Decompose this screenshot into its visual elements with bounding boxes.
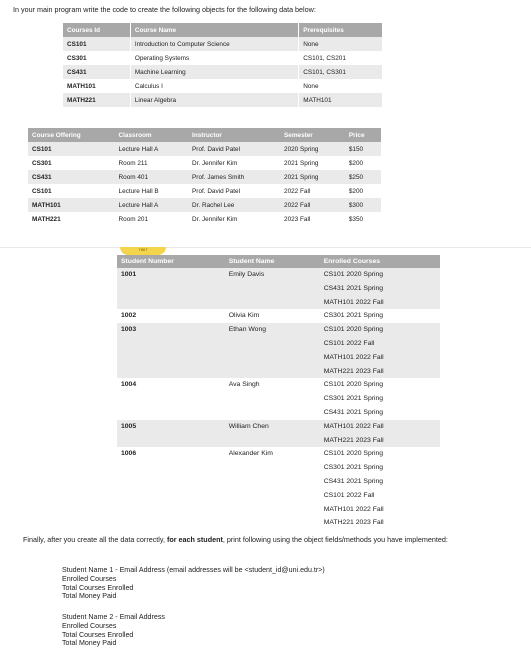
enrolled-course: MATH221 2023 Fall (323, 436, 384, 444)
student-number: 1004 (117, 378, 225, 419)
offerings-row (28, 156, 381, 170)
offerings-cell: Prof. David Patel (188, 184, 280, 198)
student-name: Alexander Kim (225, 447, 320, 530)
student-name: Emily Davis (225, 268, 320, 309)
enrolled-course: CS431 2021 Spring (323, 477, 384, 485)
student-name: William Chen (225, 420, 320, 448)
enrolled-course: MATH101 2022 Fall (323, 422, 384, 430)
final-instructions (23, 533, 513, 546)
courses-row (63, 37, 383, 51)
output-format-line: Student Name 1 - Email Address (email addresses will be <student_id@uni.edu.tr>) (62, 566, 325, 574)
courses-cell: None (299, 37, 383, 51)
final-text-bold: for each student (166, 535, 223, 544)
output-format-line: Enrolled Courses (62, 621, 117, 630)
output-format-line: Total Money Paid (62, 639, 117, 648)
enrolled-course: CS301 2021 Spring (323, 312, 384, 320)
enrolled-course: MATH101 2022 Fall (323, 298, 384, 306)
offerings-cell: Dr. Rachel Lee (188, 198, 280, 212)
enrolled-course: CS431 2021 Spring (323, 408, 384, 416)
offerings-cell: $350 (345, 212, 381, 226)
offerings-cell: 2021 Spring (280, 170, 345, 184)
offerings-header-cell: Semester (280, 128, 345, 142)
students-header-row (117, 255, 440, 268)
courses-row (63, 65, 383, 79)
offerings-cell: Room 211 (115, 156, 189, 170)
offerings-cell: MATH221 (28, 212, 115, 226)
student-row (117, 309, 440, 323)
offerings-cell: $200 (345, 184, 381, 198)
students-header-cell: Student Number (117, 255, 225, 268)
intro-text: In your main program write the code to create the following objects for the following data below: (13, 5, 316, 14)
final-text-before: Finally, after you create all the data correctly, (23, 535, 167, 544)
student-number: 1002 (117, 309, 225, 323)
offerings-cell: Room 201 (115, 212, 189, 226)
student-number: 1001 (117, 268, 225, 309)
offerings-cell: CS301 (28, 156, 115, 170)
student-name: Olivia Kim (225, 309, 320, 323)
courses-table (63, 23, 383, 107)
output-format-line: Student Name 2 - Email Address (62, 613, 165, 621)
offerings-cell: Prof. James Smith (188, 170, 280, 184)
courses-cell: Calculus I (130, 79, 298, 93)
offerings-cell: CS431 (28, 170, 115, 184)
offerings-cell: 2022 Fall (280, 184, 345, 198)
output-format-block-1 (62, 566, 325, 601)
output-format-line: Enrolled Courses (62, 574, 117, 583)
offerings-row (28, 170, 381, 184)
offerings-header-cell: Course Offering (28, 128, 115, 142)
offerings-cell: CS101 (28, 184, 115, 198)
offerings-cell: CS101 (28, 142, 115, 156)
offerings-cell: Lecture Hall A (115, 198, 189, 212)
courses-cell: Introduction to Computer Science (130, 37, 298, 51)
courses-header-cell: Prerequisites (299, 23, 383, 37)
enrolled-course: CS101 2020 Spring (323, 381, 384, 389)
offerings-cell: $200 (345, 156, 381, 170)
offerings-cell: 2020 Spring (280, 142, 345, 156)
enrolled-courses-cell (320, 420, 440, 448)
offerings-cell: $250 (345, 170, 381, 184)
offerings-cell: Lecture Hall B (115, 184, 189, 198)
student-row (117, 378, 440, 419)
offerings-header-cell: Price (345, 128, 381, 142)
final-text-after: , print following using the object fields/methods you have implemented: (222, 535, 448, 544)
student-name: Ethan Wong (225, 323, 320, 378)
offerings-cell: Lecture Hall A (115, 142, 189, 156)
output-format-line: Total Money Paid (62, 592, 117, 601)
students-header-cell: Student Name (225, 255, 320, 268)
enrolled-courses-cell (320, 378, 440, 419)
courses-cell: MATH101 (299, 93, 383, 107)
offerings-cell: Prof. David Patel (188, 142, 280, 156)
offerings-row (28, 212, 381, 226)
student-row (117, 268, 440, 309)
offerings-row (28, 184, 381, 198)
offerings-table (28, 128, 381, 226)
offerings-cell: 2021 Spring (280, 156, 345, 170)
enrolled-courses-cell (320, 323, 440, 378)
enrolled-course: CS101 2022 Fall (323, 339, 375, 347)
enrolled-course: CS101 2020 Spring (323, 450, 384, 458)
student-name: Ava Singh (225, 378, 320, 419)
courses-cell: MATH221 (63, 93, 130, 107)
offerings-header-cell: Instructor (188, 128, 280, 142)
courses-cell: CS101, CS301 (299, 65, 383, 79)
students-body (117, 268, 440, 530)
highlight-badge: 7867 (120, 247, 166, 255)
offerings-row (28, 198, 381, 212)
student-row (117, 447, 440, 530)
offerings-cell: $150 (345, 142, 381, 156)
courses-header-cell: Courses Id (63, 23, 130, 37)
offerings-cell: MATH101 (28, 198, 115, 212)
courses-cell: CS301 (63, 51, 130, 65)
enrolled-course: CS301 2021 Spring (323, 395, 384, 403)
enrolled-course: CS101 2020 Spring (323, 271, 384, 278)
offerings-cell: Room 401 (115, 170, 189, 184)
offerings-cell: Dr. Jennifer Kim (188, 212, 280, 226)
output-format-line: Total Courses Enrolled (62, 583, 134, 592)
enrolled-courses-cell (320, 447, 440, 530)
student-number: 1003 (117, 323, 225, 378)
enrolled-course: CS301 2021 Spring (323, 464, 384, 472)
offerings-body (28, 142, 381, 226)
courses-cell: CS101, CS201 (299, 51, 383, 65)
enrolled-course: MATH221 2023 Fall (323, 367, 384, 375)
offerings-header-cell: Classroom (115, 128, 189, 142)
student-row (117, 323, 440, 378)
courses-cell: Linear Algebra (130, 93, 298, 107)
courses-cell: CS101 (63, 37, 130, 51)
courses-cell: MATH101 (63, 79, 130, 93)
output-format-line: Total Courses Enrolled (62, 630, 134, 639)
courses-row (63, 93, 383, 107)
offerings-header-row (28, 128, 381, 142)
courses-header-cell: Course Name (130, 23, 298, 37)
courses-row (63, 51, 383, 65)
student-number: 1005 (117, 420, 225, 448)
enrolled-course: MATH101 2022 Fall (323, 353, 384, 361)
output-format-block-2 (62, 613, 165, 648)
offerings-row (28, 142, 381, 156)
courses-cell: Operating Systems (130, 51, 298, 65)
courses-cell: CS431 (63, 65, 130, 79)
offerings-cell: $300 (345, 198, 381, 212)
students-header-cell: Enrolled Courses (320, 255, 440, 268)
enrolled-courses-cell (320, 268, 440, 309)
enrolled-course: MATH101 2022 Fall (323, 505, 384, 513)
courses-header-row (63, 23, 383, 37)
courses-cell: None (299, 79, 383, 93)
enrolled-courses-cell (320, 309, 440, 323)
offerings-cell: 2022 Fall (280, 198, 345, 212)
divider (0, 247, 531, 248)
enrolled-course: CS101 2020 Spring (323, 326, 384, 334)
students-table (117, 255, 440, 530)
courses-cell: Machine Learning (130, 65, 298, 79)
enrolled-course: CS431 2021 Spring (323, 284, 384, 292)
offerings-cell: 2023 Fall (280, 212, 345, 226)
student-row (117, 420, 440, 448)
enrolled-course: MATH221 2023 Fall (323, 519, 384, 527)
student-number: 1006 (117, 447, 225, 530)
offerings-cell: Dr. Jennifer Kim (188, 156, 280, 170)
courses-body (63, 37, 383, 107)
enrolled-course: CS101 2022 Fall (323, 491, 375, 499)
courses-row (63, 79, 383, 93)
